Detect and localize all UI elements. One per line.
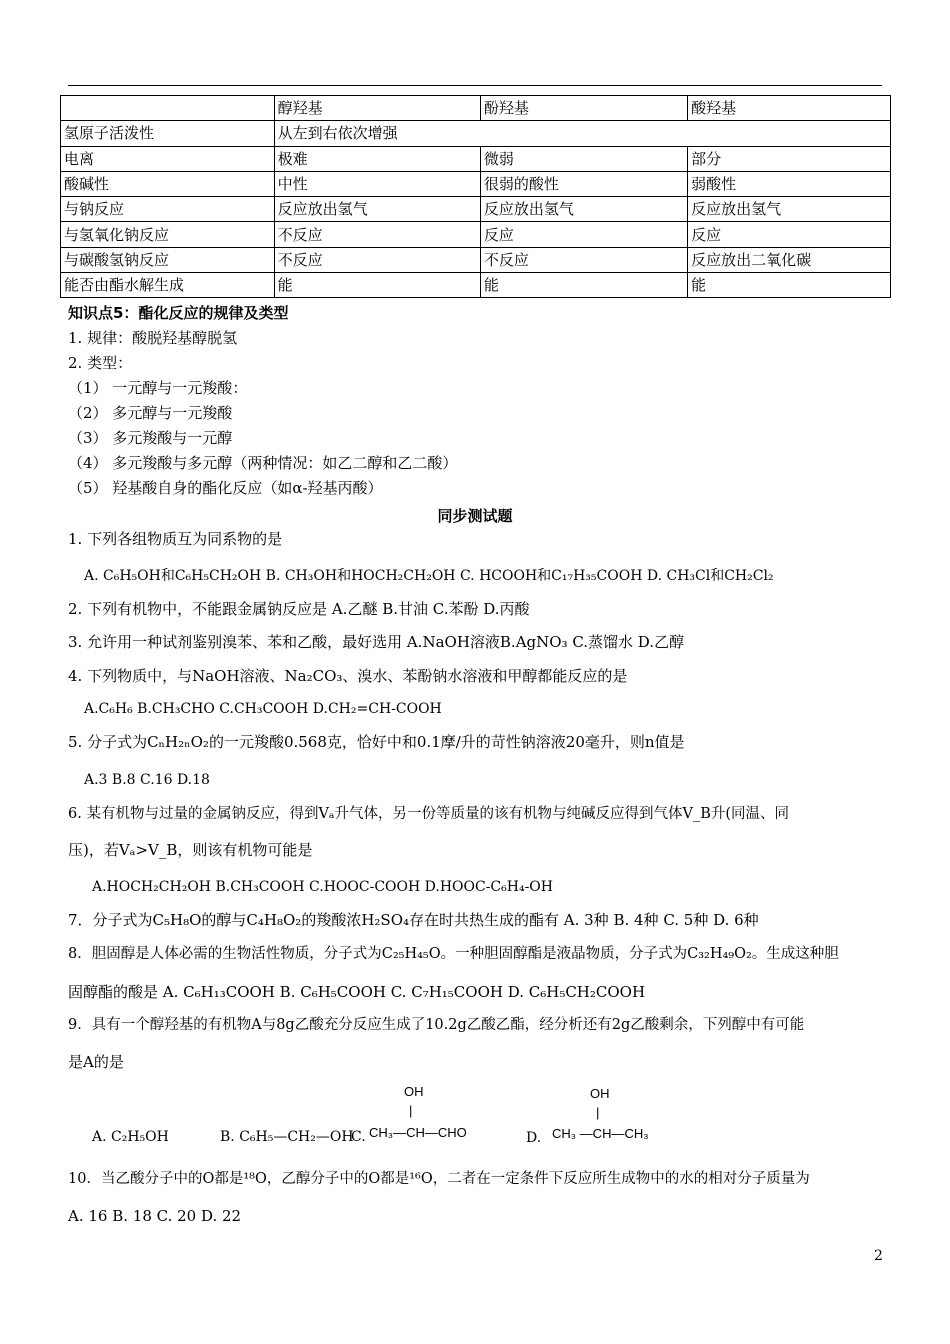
table-cell: 反应 (688, 222, 891, 247)
question-6-line-1: 6. 某有机物与过量的金属钠反应，得到Vₐ升气体，另一份等质量的该有机物与纯碱反应得到气体V_B升(同温、同 (68, 806, 790, 822)
knowledge-type-item: （1） 一元醇与一元羧酸： (68, 379, 248, 397)
table-row (61, 146, 891, 171)
question-9-line-1: 9．具有一个醇羟基的有机物A与8g乙酸充分反应生成了10.2g乙酸乙酯，经分析还有2g乙酸剩余，下列醇中有可能 (68, 1017, 805, 1033)
table-row (61, 273, 891, 298)
knowledge-rule: 1. 规律：酸脱羟基醇脱氢 (68, 329, 238, 347)
merged-cell: 从左到右依次增强 (274, 121, 890, 146)
question-5: 5. 分子式为CₙH₂ₙO₂的一元羧酸0.568克，恰好中和0.1摩/升的苛性钠溶液20毫升，则n值是 (68, 733, 685, 751)
row-label: 能否由酯水解生成 (61, 273, 275, 298)
question-8-line-2: 固醇酯的酸是 A. C₆H₁₃COOH B. C₆H₅COOH C. C₇H₁₅COOH D. C₆H₅CH₂COOH (68, 983, 646, 1001)
table-row (61, 247, 891, 272)
knowledge-type-item: （3） 多元羧酸与一元醇 (68, 429, 233, 447)
table-cell (61, 96, 275, 121)
table-cell: 弱酸性 (688, 171, 891, 196)
question-6-options: A.HOCH₂CH₂OH B.CH₃COOH C.HOOC-COOH D.HOOC-C₆H₄-OH (92, 879, 553, 895)
knowledge-title: 知识点5：酯化反应的规律及类型 (68, 304, 289, 322)
table-cell: 反应放出氢气 (274, 197, 480, 222)
row-label: 酸碱性 (61, 171, 275, 196)
test-section-title: 同步测试题 (437, 507, 513, 525)
table-cell: 不反应 (274, 247, 480, 272)
table-cell: 很弱的酸性 (480, 171, 687, 196)
table-cell: 不反应 (274, 222, 480, 247)
question-4-options: A.C₆H₆ B.CH₃CHO C.CH₃COOH D.CH₂=CH-COOH (84, 701, 442, 717)
knowledge-types-label: 2. 类型： (68, 354, 133, 372)
table-header-cell: 醇羟基 (274, 96, 480, 121)
row-label: 与钠反应 (61, 197, 275, 222)
table-cell: 能 (274, 273, 480, 298)
question-9-option-d-prefix: D. (526, 1130, 542, 1146)
table-cell: 反应放出氢气 (480, 197, 687, 222)
question-4: 4. 下列物质中，与NaOH溶液、Na₂CO₃、溴水、苯酚钠水溶液和甲醇都能反应的是 (68, 667, 628, 685)
table-cell: 反应放出二氧化碳 (688, 247, 891, 272)
header-rule (68, 85, 882, 86)
carbon-chain: CH₃ —CH—CH₃ (552, 1126, 649, 1141)
table-row (61, 197, 891, 222)
table-header-row (61, 96, 891, 121)
table-row (61, 171, 891, 196)
bond-line: | (409, 1103, 413, 1118)
question-7: 7．分子式为C₅H₈O的醇与C₄H₈O₂的羧酸浓H₂SO₄存在时共热生成的酯有 A. 3种 B. 4种 C. 5种 D. 6种 (68, 911, 759, 929)
hydroxyl-comparison-table (60, 95, 891, 298)
knowledge-type-item: （5） 羟基酸自身的酯化反应（如α-羟基丙酸） (68, 479, 383, 497)
table-cell: 不反应 (480, 247, 687, 272)
table-cell: 微弱 (480, 146, 687, 171)
question-5-options: A.3 B.8 C.16 D.18 (84, 772, 210, 788)
carbon-chain: CH₃—CH—CHO (369, 1125, 467, 1140)
question-1-options: A. C₆H₅OH和C₆H₅CH₂OH B. CH₃OH和HOCH₂CH₂OH C. HCOOH和C₁₇H₃₅COOH D. CH₃Cl和CH₂Cl₂ (84, 568, 774, 584)
table-cell: 反应放出氢气 (688, 197, 891, 222)
knowledge-type-item: （4） 多元羧酸与多元醇（两种情况：如乙二醇和乙二酸） (68, 454, 458, 472)
row-label: 电离 (61, 146, 275, 171)
table-header-cell: 酚羟基 (480, 96, 687, 121)
question-1: 1. 下列各组物质互为同系物的是 (68, 530, 283, 548)
row-label: 与氢氧化钠反应 (61, 222, 275, 247)
question-9-option-b: B. C₆H₅—CH₂—OH (220, 1129, 354, 1145)
table-row (61, 222, 891, 247)
question-9-line-2: 是A的是 (68, 1053, 124, 1071)
question-6-line-2: 压)，若Vₐ>V_B，则该有机物可能是 (68, 841, 313, 859)
hydroxyl-label: OH (404, 1084, 424, 1099)
hydroxyl-label: OH (590, 1086, 610, 1101)
table-row (61, 121, 891, 146)
table-cell: 中性 (274, 171, 480, 196)
question-9-option-c-prefix: C. (351, 1129, 366, 1145)
table-cell: 部分 (688, 146, 891, 171)
bond-line: | (596, 1105, 600, 1120)
table-cell: 极难 (274, 146, 480, 171)
question-2: 2. 下列有机物中，不能跟金属钠反应是 A.乙醚 B.甘油 C.苯酚 D.丙酸 (68, 600, 530, 618)
question-3: 3. 允许用一种试剂鉴别溴苯、苯和乙酸，最好选用 A.NaOH溶液B.AgNO₃ C.蒸馏水 D.乙醇 (68, 633, 685, 651)
row-label: 与碳酸氢钠反应 (61, 247, 275, 272)
table-cell: 反应 (480, 222, 687, 247)
question-10: 10．当乙酸分子中的O都是¹⁸O，乙醇分子中的O都是¹⁶O，二者在一定条件下反应所生成物中的水的相对分子质量为 (68, 1171, 810, 1187)
knowledge-type-item: （2） 多元醇与一元羧酸 (68, 404, 233, 422)
question-8-line-1: 8．胆固醇是人体必需的生物活性物质，分子式为C₂₅H₄₅O。一种胆固醇酯是液晶物质，分子式为C₃₂H₄₉O₂。生成这种胆 (68, 946, 839, 962)
table-header-cell: 酸羟基 (688, 96, 891, 121)
question-10-options: A. 16 B. 18 C. 20 D. 22 (68, 1207, 242, 1225)
table-cell: 能 (688, 273, 891, 298)
row-label: 氢原子活泼性 (61, 121, 275, 146)
table-cell: 能 (480, 273, 687, 298)
page-number: 2 (874, 1248, 883, 1264)
question-9-option-a: A. C₂H₅OH (92, 1129, 169, 1145)
